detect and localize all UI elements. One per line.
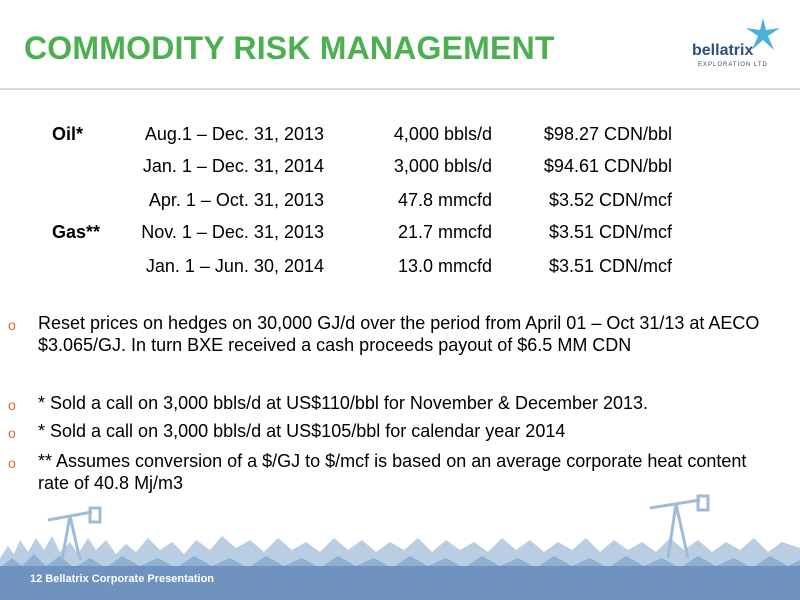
hedge-volume: 21.7 mmcfd: [397, 222, 492, 242]
hedge-period: Jan. 1 – Dec. 31, 2014: [142, 156, 324, 176]
bellatrix-logo: [692, 18, 782, 74]
hedge-period: Aug.1 – Dec. 31, 2013: [144, 124, 324, 144]
hedge-price: $3.52 CDN/mcf: [548, 190, 672, 210]
hedge-row: [0, 156, 800, 184]
header-divider: [0, 88, 800, 90]
footer-caption: 12 Bellatrix Corporate Presentation: [30, 573, 215, 585]
hedge-price: $98.27 CDN/bbl: [543, 124, 672, 144]
hedge-volume: 13.0 mmcfd: [397, 256, 492, 276]
hedge-row: [0, 124, 800, 152]
hedge-volume: 4,000 bbls/d: [393, 124, 492, 144]
hedge-volume: 47.8 mmcfd: [397, 190, 492, 210]
hedge-row: [0, 222, 800, 250]
commodity-label: Oil*: [52, 124, 84, 144]
logo-wordmark: bellatrix: [692, 42, 754, 59]
hedge-period: Nov. 1 – Dec. 31, 2013: [141, 222, 324, 242]
bullet-marker: o: [8, 455, 16, 471]
hedge-price: $3.51 CDN/mcf: [548, 222, 672, 242]
bullet-text: * Sold a call on 3,000 bbls/d at US$105/bbl for calendar year 2014: [38, 421, 566, 441]
hedge-period: Jan. 1 – Jun. 30, 2014: [145, 256, 324, 276]
bullet-text: * Sold a call on 3,000 bbls/d at US$110/bbl for November & December 2013.: [38, 393, 649, 413]
commodity-label: Gas**: [52, 222, 101, 242]
logo-tagline: EXPLORATION LTD: [698, 62, 768, 68]
hedge-row: [0, 190, 800, 218]
page-title: COMMODITY RISK MANAGEMENT: [24, 30, 555, 66]
hedge-row: [0, 256, 800, 284]
hedge-price: $94.61 CDN/bbl: [543, 156, 672, 176]
bullet-marker: o: [8, 317, 16, 333]
bullet-marker: o: [8, 397, 16, 413]
bullet-marker: o: [8, 425, 16, 441]
bullet-text: Reset prices on hedges on 30,000 GJ/d over the period from April 01 – Oct 31/13 at AECO $3.065/GJ. In turn BXE received a cash proceeds payout of $6.5 MM CDN: [38, 313, 760, 355]
bullet-text: ** Assumes conversion of a $/GJ to $/mcf is based on an average corporate heat content rate of 40.8 Mj/m3: [38, 451, 747, 493]
hedge-volume: 3,000 bbls/d: [393, 156, 492, 176]
hedge-period: Apr. 1 – Oct. 31, 2013: [148, 190, 324, 210]
hedge-price: $3.51 CDN/mcf: [548, 256, 672, 276]
